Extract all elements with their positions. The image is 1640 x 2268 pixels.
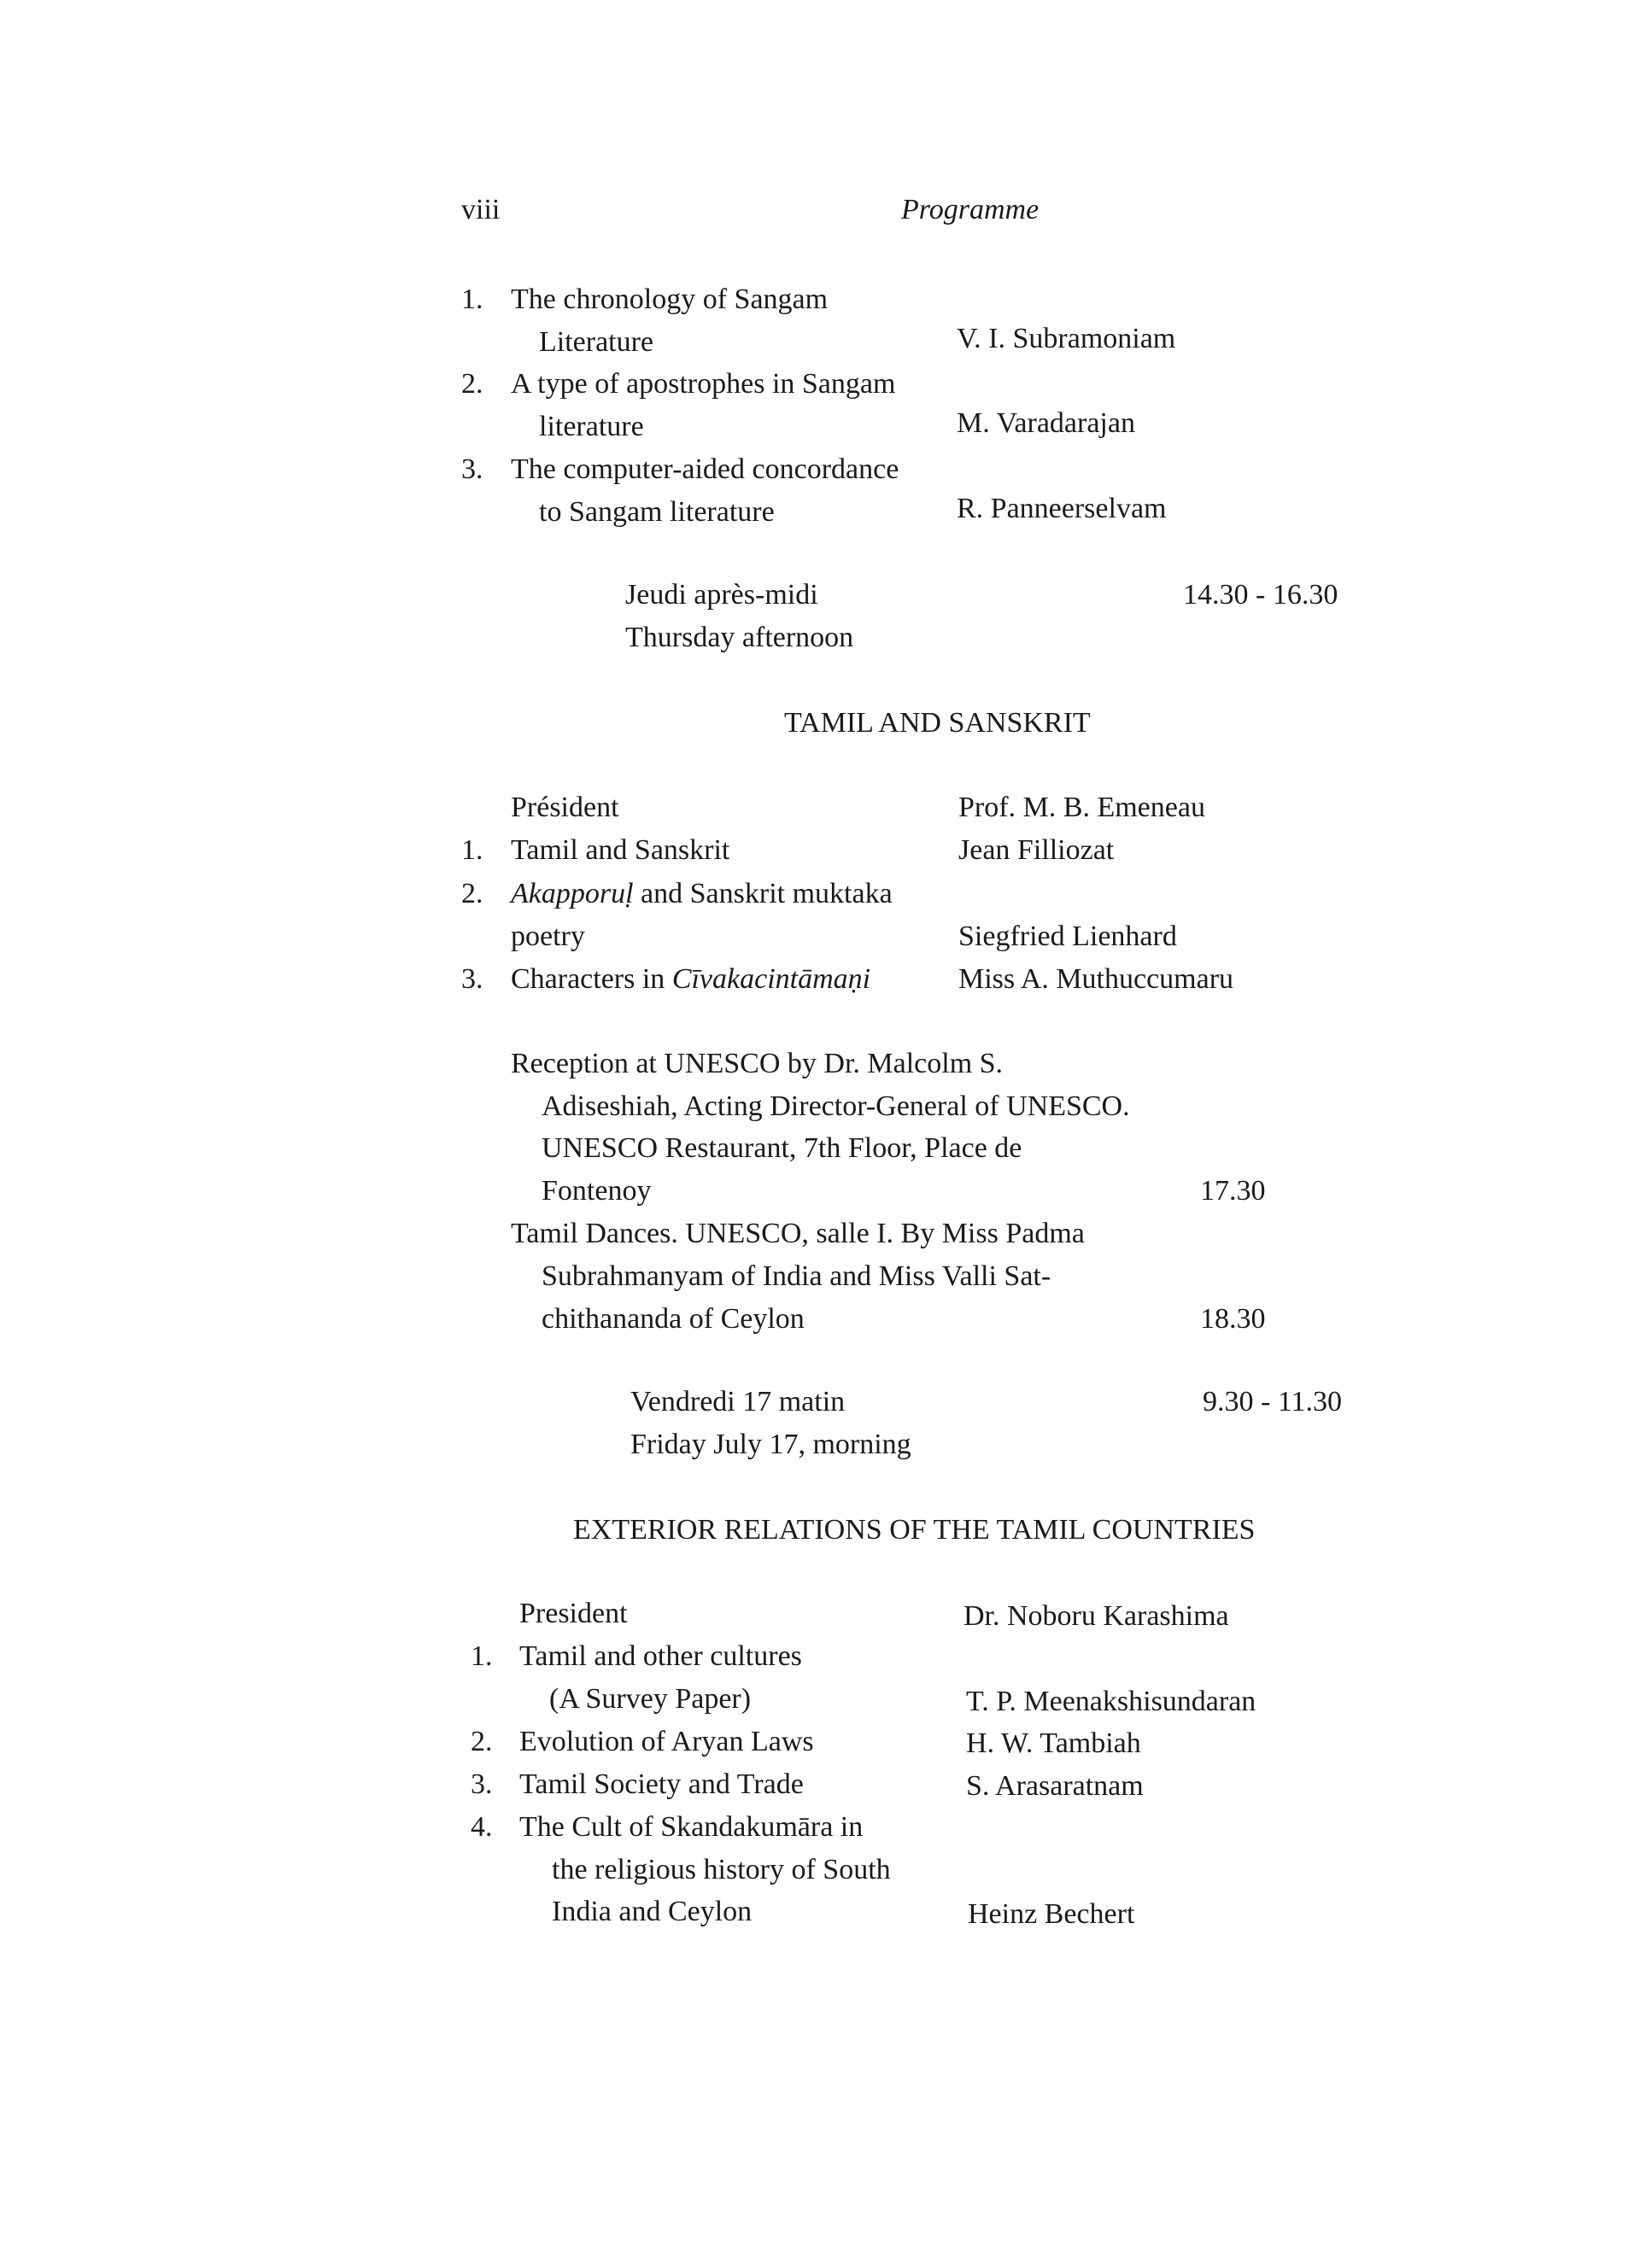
item-title: Evolution of Aryan Laws — [519, 1726, 814, 1757]
item-title-continued: poetry — [511, 921, 585, 952]
item-title-rest: Characters in — [511, 963, 672, 995]
president-name: Prof. M. B. Emeneau — [958, 792, 1205, 823]
item-title-italic: Cīvakacintāmaṇi — [671, 963, 871, 995]
item-number: 2. — [461, 368, 483, 400]
item-speaker: Miss A. Muthuccumaru — [958, 963, 1234, 995]
item-speaker: M. Varadarajan — [957, 407, 1135, 439]
event-line: chithananda of Ceylon — [542, 1303, 805, 1335]
session-day-en: Thursday afternoon — [625, 622, 854, 653]
item-title: A type of apostrophes in Sangam — [511, 368, 896, 400]
item-title: The chronology of Sangam — [511, 284, 829, 315]
session-heading: TAMIL AND SANSKRIT — [784, 707, 1091, 739]
item-title — [511, 880, 893, 909]
event-line: Reception at UNESCO by Dr. Malcolm S. — [511, 1048, 1004, 1079]
item-number: 2. — [471, 1726, 493, 1757]
item-number: 1. — [461, 834, 483, 866]
event-line: Tamil Dances. UNESCO, salle I. By Miss Padma — [511, 1218, 1085, 1249]
item-speaker: H. W. Tambiah — [966, 1727, 1141, 1759]
session-time: 9.30 - 11.30 — [1203, 1386, 1343, 1418]
item-number: 3. — [461, 453, 483, 485]
item-title: Tamil and Sanskrit — [511, 834, 730, 866]
item-title: The computer-aided concordance — [511, 453, 899, 485]
item-title: The Cult of Skandakumāra in — [519, 1811, 864, 1843]
item-speaker: T. P. Meenakshisundaran — [966, 1686, 1256, 1717]
session-heading: EXTERIOR RELATIONS OF THE TAMIL COUNTRIES — [573, 1514, 1256, 1546]
item-speaker: R. Panneerselvam — [957, 493, 1167, 524]
item-title-italic: Akapporuḷ — [511, 878, 634, 909]
item-number: 3. — [461, 963, 483, 995]
item-number: 3. — [471, 1768, 493, 1800]
item-title-rest: and Sanskrit muktaka — [633, 878, 893, 909]
item-title: Tamil Society and Trade — [519, 1768, 804, 1800]
item-title-continued: the religious history of South — [552, 1854, 891, 1885]
item-number: 1. — [471, 1640, 493, 1672]
event-line: Subrahmanyam of India and Miss Valli Sat- — [542, 1260, 1051, 1292]
item-speaker: Heinz Bechert — [968, 1898, 1135, 1930]
president-label: President — [519, 1598, 628, 1629]
item-title-continued: (A Survey Paper) — [549, 1683, 752, 1715]
event-line: Adiseshiah, Acting Director-General of UNESCO. — [542, 1090, 1130, 1122]
event-time: 17.30 — [1200, 1175, 1266, 1207]
item-title-continued: India and Ceylon — [552, 1896, 753, 1927]
president-name: Dr. Noboru Karashima — [964, 1600, 1229, 1632]
item-speaker: Siegfried Lienhard — [958, 921, 1177, 952]
president-label: Président — [511, 792, 619, 823]
page-number: viii — [461, 194, 501, 225]
item-number: 4. — [471, 1811, 493, 1843]
event-line: Fontenoy — [542, 1175, 652, 1207]
item-speaker: S. Arasaratnam — [966, 1770, 1144, 1802]
item-title-continued: Literature — [539, 326, 654, 358]
item-title — [511, 965, 870, 994]
item-speaker: Jean Filliozat — [958, 834, 1115, 866]
event-line: UNESCO Restaurant, 7th Floor, Place de — [542, 1132, 1022, 1164]
event-time: 18.30 — [1200, 1303, 1266, 1335]
session-day-fr: Jeudi après-midi — [625, 579, 818, 611]
item-number: 2. — [461, 878, 483, 909]
item-title-continued: to Sangam literature — [539, 496, 775, 528]
item-title-continued: literature — [539, 411, 644, 442]
session-day-en: Friday July 17, morning — [630, 1429, 911, 1460]
session-time: 14.30 - 16.30 — [1183, 579, 1338, 611]
item-title: Tamil and other cultures — [519, 1640, 802, 1672]
item-number: 1. — [461, 284, 483, 315]
session-day-fr: Vendredi 17 matin — [630, 1386, 846, 1418]
item-speaker: V. I. Subramoniam — [957, 323, 1176, 354]
running-title: Programme — [901, 194, 1040, 225]
